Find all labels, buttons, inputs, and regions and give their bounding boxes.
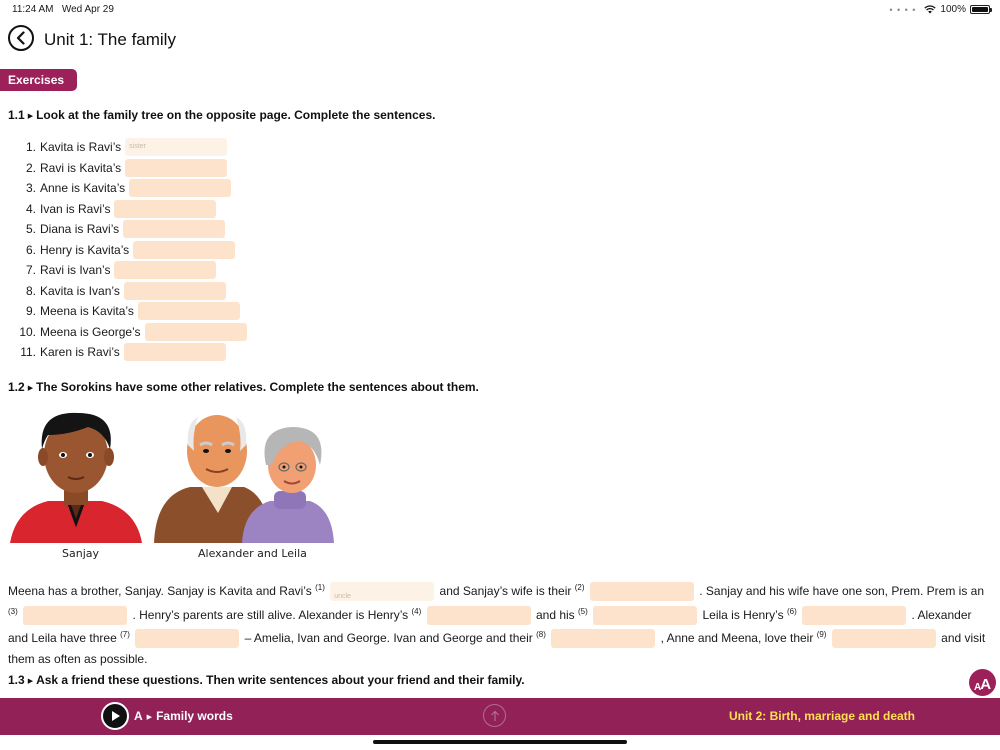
relatives-illustration [8, 405, 338, 563]
play-icon [109, 710, 121, 722]
next-unit-link[interactable]: Unit 2: Birth, marriage and death [728, 709, 915, 723]
nav-bar [0, 24, 1000, 56]
item-text: Ravi is Ivan’s [40, 263, 111, 278]
multitasking-dots-icon: • • • • [889, 4, 917, 15]
status-bar [0, 0, 1000, 18]
arrow-up-icon [490, 710, 500, 722]
item-number: 9. [25, 304, 36, 319]
current-section-link[interactable]: A ▶ Family words [134, 709, 233, 723]
section-1-2-heading: 1.2 ▶ The Sorokins have some other relatives. Complete the sentences about them. [8, 380, 479, 394]
answer-box[interactable] [832, 629, 936, 648]
answer-box[interactable] [802, 606, 906, 625]
caption-alexander-leila: Alexander and Leila [198, 547, 307, 560]
item-text: Karen is Ravi’s [40, 345, 120, 360]
play-triangle-icon: ▶ [27, 385, 34, 392]
exercise-item [8, 342, 308, 363]
sanjay-figure [10, 413, 142, 543]
exercise-1-1-list [8, 137, 308, 363]
section-1-1-heading: 1.1 ▶ Look at the family tree on the opposite page. Complete the sentences. [8, 108, 436, 122]
item-number: 7. [25, 263, 36, 278]
item-number: 4. [25, 201, 36, 216]
item-text: Meena is George’s [40, 324, 141, 339]
play-triangle-icon: ▶ [146, 714, 153, 721]
chevron-left-icon [15, 31, 27, 45]
answer-box[interactable] [145, 323, 247, 341]
answer-box[interactable] [124, 282, 226, 300]
answer-box[interactable] [590, 582, 694, 601]
answer-box[interactable] [114, 200, 216, 218]
exercises-tag: Exercises [0, 69, 77, 91]
exercise-item [8, 281, 308, 302]
answer-box[interactable] [427, 606, 531, 625]
exercise-item [8, 301, 308, 322]
caption-sanjay: Sanjay [62, 547, 100, 560]
answer-box[interactable] [23, 606, 127, 625]
battery-icon [970, 5, 990, 14]
exercise-item [8, 137, 308, 158]
bottom-bar [0, 698, 1000, 735]
exercise-item [8, 240, 308, 261]
answer-box[interactable] [129, 179, 231, 197]
item-text: Kavita is Ravi’s [40, 140, 122, 155]
exercise-item [8, 158, 308, 179]
play-triangle-icon: ▶ [27, 678, 34, 685]
answer-box[interactable] [124, 343, 226, 361]
item-number: 10. [19, 324, 36, 339]
answer-box[interactable] [123, 220, 225, 238]
scroll-top-button[interactable] [483, 704, 506, 727]
item-text: Ravi is Kavita’s [40, 160, 122, 175]
page-title: Unit 1: The family [44, 30, 176, 49]
exercise-item [8, 199, 308, 220]
back-button[interactable] [8, 25, 34, 51]
status-time-date: 11:24 AM Wed Apr 29 [12, 4, 114, 15]
answer-box[interactable] [135, 629, 239, 648]
answer-box[interactable] [593, 606, 697, 625]
exercise-item [8, 219, 308, 240]
answer-box[interactable] [114, 261, 216, 279]
item-number: 11. [20, 345, 36, 360]
item-number: 5. [25, 222, 36, 237]
item-text: Kavita is Ivan’s [40, 283, 120, 298]
answer-box[interactable] [125, 159, 227, 177]
item-number: 1. [25, 140, 36, 155]
item-text: Ivan is Ravi’s [40, 201, 111, 216]
battery-percent: 100% [940, 4, 966, 15]
leila-figure [242, 427, 334, 543]
answer-box[interactable] [551, 629, 655, 648]
item-number: 2. [25, 160, 36, 175]
answer-box[interactable]: sister [125, 138, 227, 156]
item-text: Meena is Kavita’s [40, 304, 134, 319]
play-audio-button[interactable] [101, 702, 129, 730]
answer-box[interactable] [138, 302, 240, 320]
item-text: Diana is Ravi’s [40, 222, 120, 237]
answer-box[interactable]: uncle [330, 582, 434, 601]
item-text: Anne is Kavita’s [40, 181, 126, 196]
exercise-item [8, 322, 308, 343]
play-triangle-icon: ▶ [27, 113, 34, 120]
item-text: Henry is Kavita’s [40, 242, 130, 257]
exercise-item [8, 260, 308, 281]
wifi-icon [924, 5, 936, 14]
item-number: 8. [25, 283, 36, 298]
home-indicator[interactable] [373, 740, 627, 744]
item-number: 3. [25, 181, 36, 196]
item-number: 6. [25, 242, 36, 257]
exercise-1-2-paragraph: Meena has a brother, Sanjay. Sanjay is Kavita and Ravi’s $^{(1)}$ uncle and Sanjay’s wife is their $^{(2)}$ . Sanjay and his wife have one son, Prem. Prem is an $^{(3)}$ . Henry’s parents are still alive. Alexander is Henry’s $^{(4)}$ and his $^{(5)}$ Leila is Henry’s $^{(6)}$ . Alexander and Leila have three $^{(7)}$ – Amelia, Ivan and George. Ivan and George and their $^{(8)}$ , Anne and Meena, love their $^{(9)}$ and visit them as often as possible. [8, 583, 986, 666]
exercise-item [8, 178, 308, 199]
section-1-3-heading: 1.3 ▶ Ask a friend these questions. Then write sentences about your friend and their family. [8, 673, 525, 687]
relatives-drawing [8, 405, 338, 545]
text-size-button[interactable]: A A [969, 669, 996, 696]
answer-box[interactable] [133, 241, 235, 259]
